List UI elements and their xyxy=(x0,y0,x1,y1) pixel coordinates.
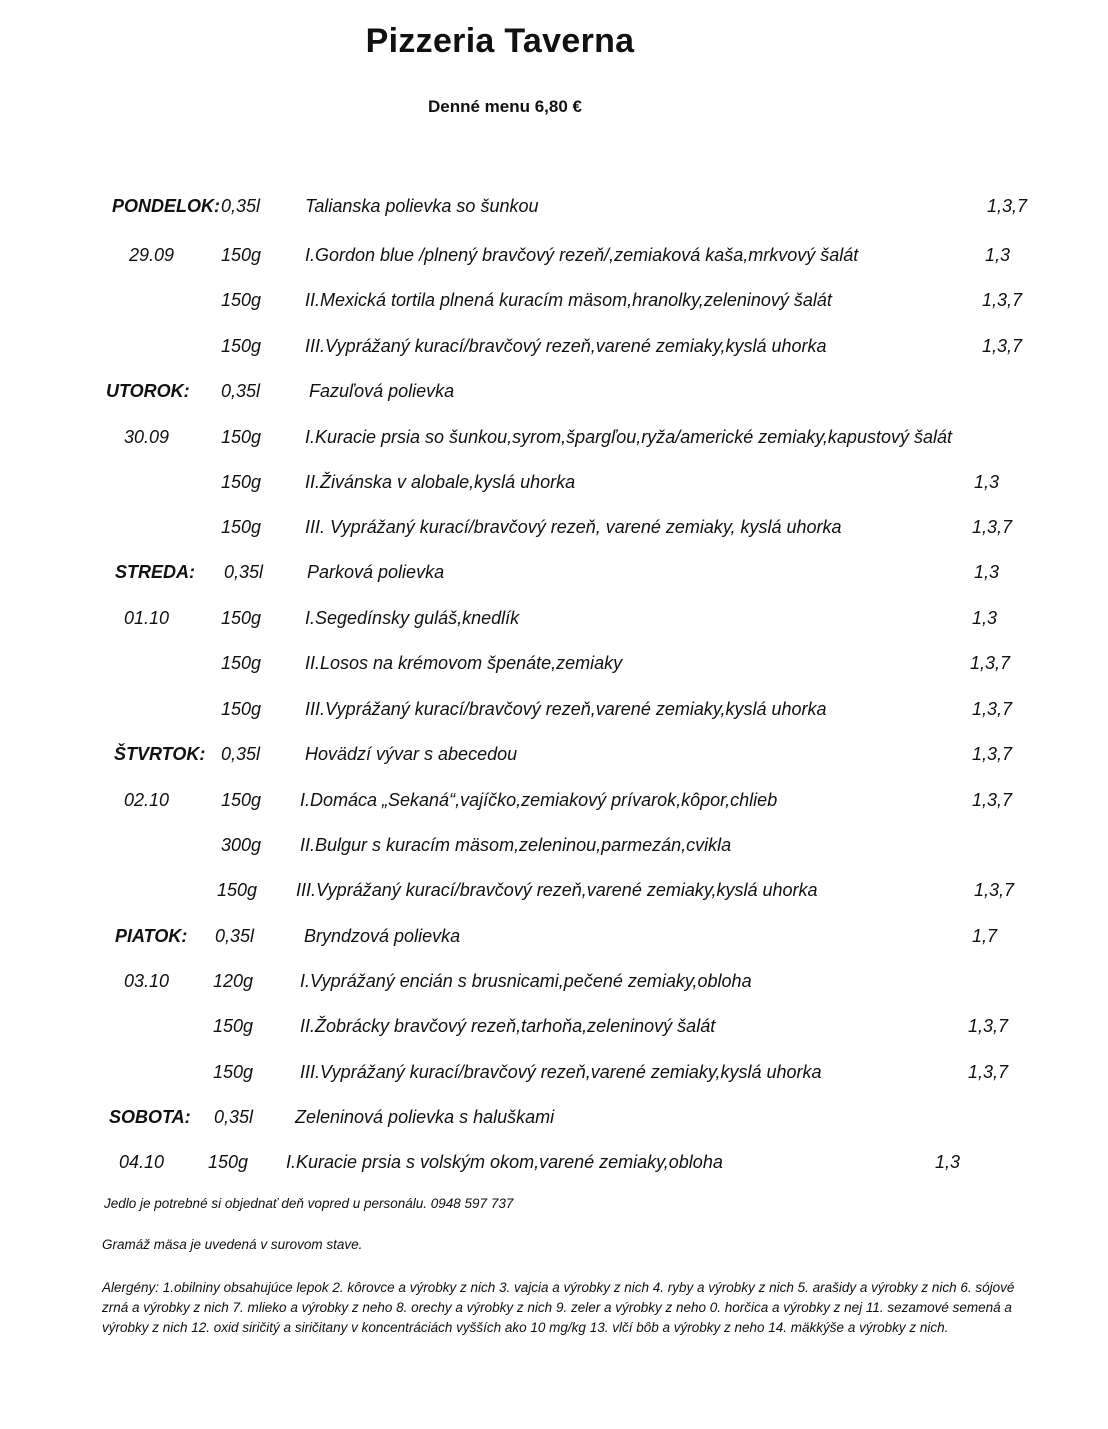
menu-dish: II.Živánska v alobale,kyslá uhorka xyxy=(305,472,576,492)
menu-quantity: 300g xyxy=(221,835,262,855)
menu-quantity: 0,35l xyxy=(221,381,261,401)
menu-allergens: 1,3,7 xyxy=(972,517,1013,537)
menu-day: SOBOTA: xyxy=(109,1107,191,1127)
menu-quantity: 150g xyxy=(221,245,262,265)
menu-allergens: 1,3,7 xyxy=(982,290,1023,310)
menu-row xyxy=(0,790,1108,816)
menu-row xyxy=(0,1062,1108,1088)
menu-quantity: 150g xyxy=(217,880,258,900)
menu-dish: III.Vyprážaný kurací/bravčový rezeň,varené zemiaky,kyslá uhorka xyxy=(300,1062,822,1082)
menu-allergens: 1,3 xyxy=(974,472,1000,492)
menu-row xyxy=(0,336,1108,362)
menu-allergens: 1,3 xyxy=(974,562,1000,582)
menu-day: UTOROK: xyxy=(106,381,190,401)
menu-dish: II.Losos na krémovom špenáte,zemiaky xyxy=(305,653,623,673)
menu-dish: III.Vyprážaný kurací/bravčový rezeň,varené zemiaky,kyslá uhorka xyxy=(305,336,827,356)
menu-row xyxy=(0,427,1108,453)
menu-dish: III. Vyprážaný kurací/bravčový rezeň, varené zemiaky, kyslá uhorka xyxy=(305,517,842,537)
menu-dish: II.Žobrácky bravčový rezeň,tarhoňa,zeleninový šalát xyxy=(300,1016,716,1036)
menu-quantity: 150g xyxy=(221,336,262,356)
menu-allergens: 1,3,7 xyxy=(968,1016,1009,1036)
menu-date: 02.10 xyxy=(124,790,170,810)
menu-dish: III.Vyprážaný kurací/bravčový rezeň,varené zemiaky,kyslá uhorka xyxy=(305,699,827,719)
menu-quantity: 150g xyxy=(221,290,262,310)
weight-note: Gramáž mäsa je uvedená v surovom stave. xyxy=(102,1237,363,1252)
menu-quantity: 150g xyxy=(221,653,262,673)
menu-row xyxy=(0,699,1108,725)
menu-row xyxy=(0,245,1108,271)
menu-quantity: 0,35l xyxy=(215,926,255,946)
order-note: Jedlo je potrebné si objednať deň vopred u personálu. 0948 597 737 xyxy=(104,1196,514,1211)
menu-title: Pizzeria Taverna xyxy=(365,22,635,60)
menu-row xyxy=(0,517,1108,543)
menu-row xyxy=(0,472,1108,498)
menu-row xyxy=(0,835,1108,861)
menu-dish: Talianska polievka so šunkou xyxy=(305,196,539,216)
menu-allergens: 1,3 xyxy=(972,608,998,628)
menu-row xyxy=(0,381,1108,407)
menu-row xyxy=(0,926,1108,952)
menu-quantity: 150g xyxy=(221,790,262,810)
menu-date: 30.09 xyxy=(124,427,170,447)
menu-dish: I.Gordon blue /plnený bravčový rezeň/,zemiaková kaša,mrkvový šalát xyxy=(305,245,859,265)
menu-row xyxy=(0,290,1108,316)
menu-dish: Fazuľová polievka xyxy=(309,381,455,401)
menu-allergens: 1,3,7 xyxy=(974,880,1015,900)
menu-row xyxy=(0,971,1108,997)
menu-quantity: 150g xyxy=(213,1016,254,1036)
menu-dish: Hovädzí vývar s abecedou xyxy=(305,744,518,764)
menu-dish: I.Kuracie prsia s volským okom,varené zemiaky,obloha xyxy=(286,1152,723,1172)
menu-quantity: 150g xyxy=(213,1062,254,1082)
menu-allergens: 1,3,7 xyxy=(982,336,1023,356)
menu-row xyxy=(0,653,1108,679)
menu-quantity: 0,35l xyxy=(221,744,261,764)
allergens-note: Alergény: 1.obilniny obsahujúce lepok 2. kôrovce a výrobky z nich 3. vajcia a výrobky z nich 4. ryby a výrobky z nich 5. arašidy a výrobky z nich 6. sójové zrná a výrobky z nich 7. mlieko a výrobky z neho 8. orechy a výrobky z nich 9. zeler a výrobky z neho 0. horčica a výrobky z nej 11. sezamové semená a výrobky z nich 12. oxid siričitý a siričitany v koncentráciách vyšších ako 10 mg/kg 13. vlčí bôb a výrobky z neho 14. mäkkýše a výrobky z nich. xyxy=(102,1280,1015,1335)
menu-row xyxy=(0,1152,1108,1178)
menu-allergens: 1,3,7 xyxy=(987,196,1028,216)
menu-date: 01.10 xyxy=(124,608,170,628)
menu-row xyxy=(0,744,1108,770)
menu-quantity: 120g xyxy=(213,971,254,991)
menu-dish: Zeleninová polievka s haluškami xyxy=(295,1107,555,1127)
menu-dish: II.Mexická tortila plnená kuracím mäsom,hranolky,zeleninový šalát xyxy=(305,290,832,310)
menu-row xyxy=(0,608,1108,634)
menu-quantity: 0,35l xyxy=(214,1107,254,1127)
menu-date: 03.10 xyxy=(124,971,170,991)
menu-day: PONDELOK: xyxy=(112,196,220,216)
menu-day: STREDA: xyxy=(115,562,195,582)
menu-dish: Bryndzová polievka xyxy=(304,926,461,946)
menu-quantity: 0,35l xyxy=(224,562,264,582)
menu-row xyxy=(0,196,1108,222)
menu-quantity: 0,35l xyxy=(221,196,261,216)
menu-dish: III.Vyprážaný kurací/bravčový rezeň,varené zemiaky,kyslá uhorka xyxy=(296,880,818,900)
menu-dish: Parková polievka xyxy=(307,562,445,582)
menu-allergens: 1,3,7 xyxy=(970,653,1011,673)
menu-dish: I.Domáca „Sekaná“,vajíčko,zemiakový prívarok,kôpor,chlieb xyxy=(300,790,778,810)
menu-quantity: 150g xyxy=(221,427,262,447)
menu-day: ŠTVRTOK: xyxy=(114,744,206,764)
menu-quantity: 150g xyxy=(221,608,262,628)
menu-allergens: 1,3,7 xyxy=(972,790,1013,810)
menu-date: 29.09 xyxy=(129,245,175,265)
menu-quantity: 150g xyxy=(221,472,262,492)
menu-allergens: 1,3,7 xyxy=(968,1062,1009,1082)
menu-row xyxy=(0,562,1108,588)
menu-day: PIATOK: xyxy=(115,926,188,946)
menu-dish: I.Vyprážaný encián s brusnicami,pečené zemiaky,obloha xyxy=(300,971,752,991)
menu-quantity: 150g xyxy=(208,1152,249,1172)
menu-allergens: 1,7 xyxy=(972,926,998,946)
menu-allergens: 1,3 xyxy=(935,1152,961,1172)
menu-date: 04.10 xyxy=(119,1152,165,1172)
menu-dish: II.Bulgur s kuracím mäsom,zeleninou,parmezán,cvikla xyxy=(300,835,732,855)
menu-row xyxy=(0,1016,1108,1042)
menu-row xyxy=(0,1107,1108,1133)
menu-quantity: 150g xyxy=(221,517,262,537)
menu-subtitle: Denné menu 6,80 € xyxy=(427,97,582,116)
menu-dish: I.Segedínsky guláš,knedlík xyxy=(305,608,520,628)
menu-quantity: 150g xyxy=(221,699,262,719)
menu-allergens: 1,3 xyxy=(985,245,1011,265)
menu-row xyxy=(0,880,1108,906)
menu-allergens: 1,3,7 xyxy=(972,744,1013,764)
menu-dish: I.Kuracie prsia so šunkou,syrom,špargľou,ryža/americké zemiaky,kapustový šalát xyxy=(305,427,952,447)
menu-allergens: 1,3,7 xyxy=(972,699,1013,719)
